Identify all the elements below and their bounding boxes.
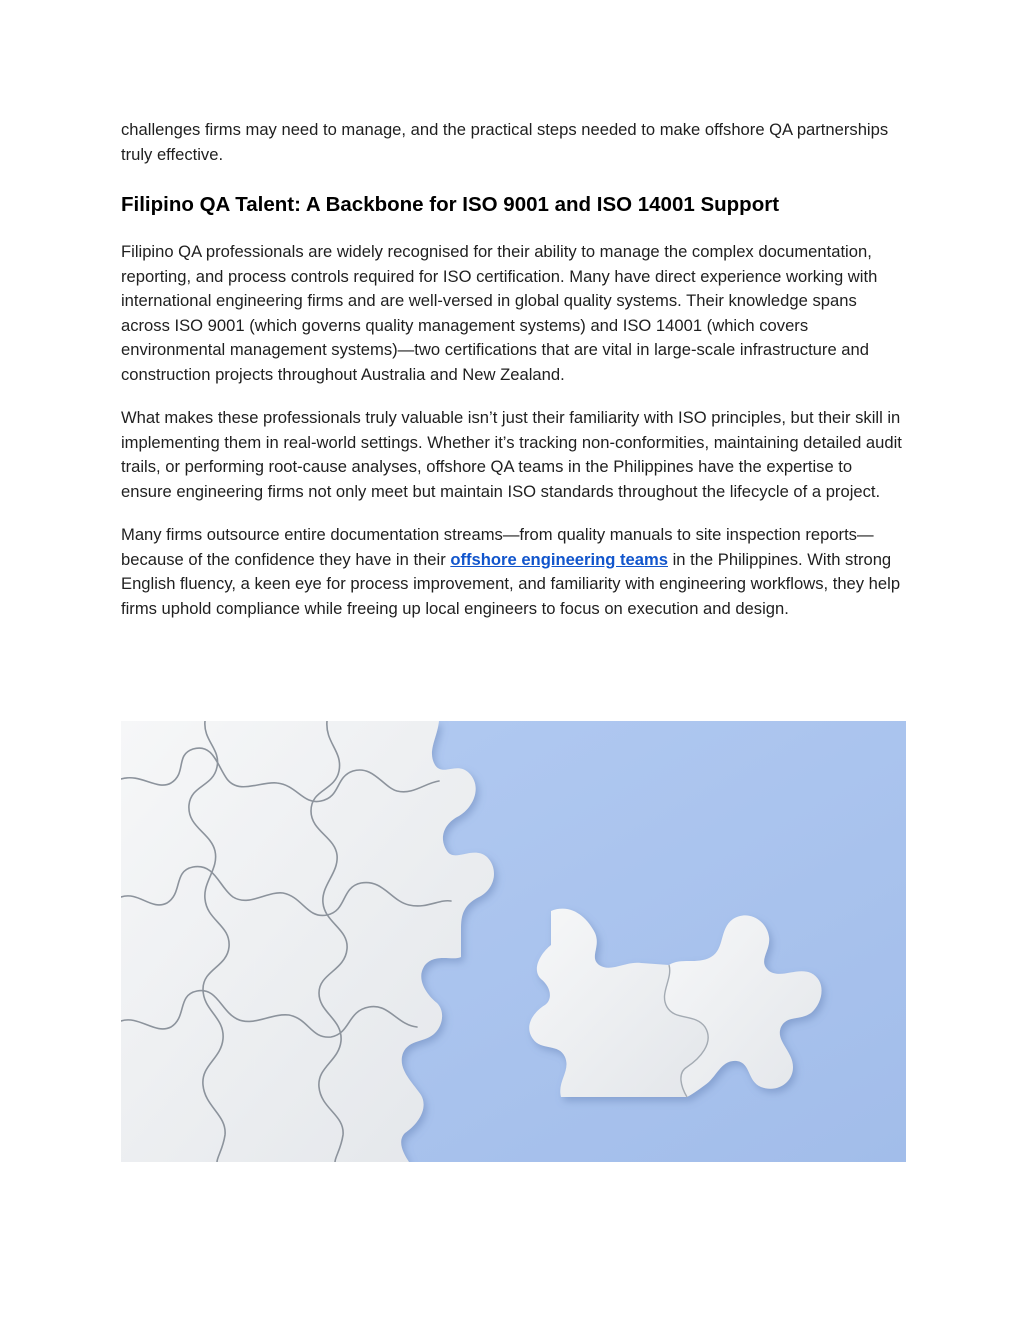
paragraph-text-after-link: in the Philippines. With strong English fluency, a keen eye for process improvement, and familiarity with engineering workflows, they help firms uphold compliance while freeing up local engineers to focus on execution and design. bbox=[121, 549, 901, 618]
section-heading: Filipino QA Talent: A Backbone for ISO 9001 and ISO 14001 Support bbox=[121, 193, 780, 216]
puzzle-image bbox=[121, 721, 906, 1162]
paragraph-professionals-value: What makes these professionals truly valuable isn’t just their familiarity with ISO principles, but their skill in implementing them in real-world settings. Whether it’s tracking non-conformities, maintaining detailed audit trails, or performing root-cause analyses, offshore QA teams in the Philippines have the expertise to ensure engineering firms not only meet but maintain ISO standards throughout the lifecycle of a project. bbox=[121, 408, 902, 501]
offshore-engineering-teams-link[interactable]: offshore engineering teams bbox=[450, 549, 668, 569]
document-body bbox=[121, 118, 906, 621]
paragraph-iso-talent: Filipino QA professionals are widely recognised for their ability to manage the complex documentation, reporting, and process controls required for ISO certification. Many have direct experience working with international engineering firms and are well-versed in global quality systems. Their knowledge spans across ISO 9001 (which governs quality management systems) and ISO 14001 (which covers environmental management systems)—two certifications that are vital in large-scale infrastructure and construction projects throughout Australia and New Zealand. bbox=[121, 242, 878, 384]
paragraph-text-before-link: Many firms outsource entire documentation streams—from quality manuals to site inspection reports—because of the confidence they have in their bbox=[121, 525, 874, 569]
intro-paragraph: challenges firms may need to manage, and the practical steps needed to make offshore QA partnerships truly effective. bbox=[121, 120, 889, 164]
paragraph-outsourcing bbox=[121, 523, 906, 621]
